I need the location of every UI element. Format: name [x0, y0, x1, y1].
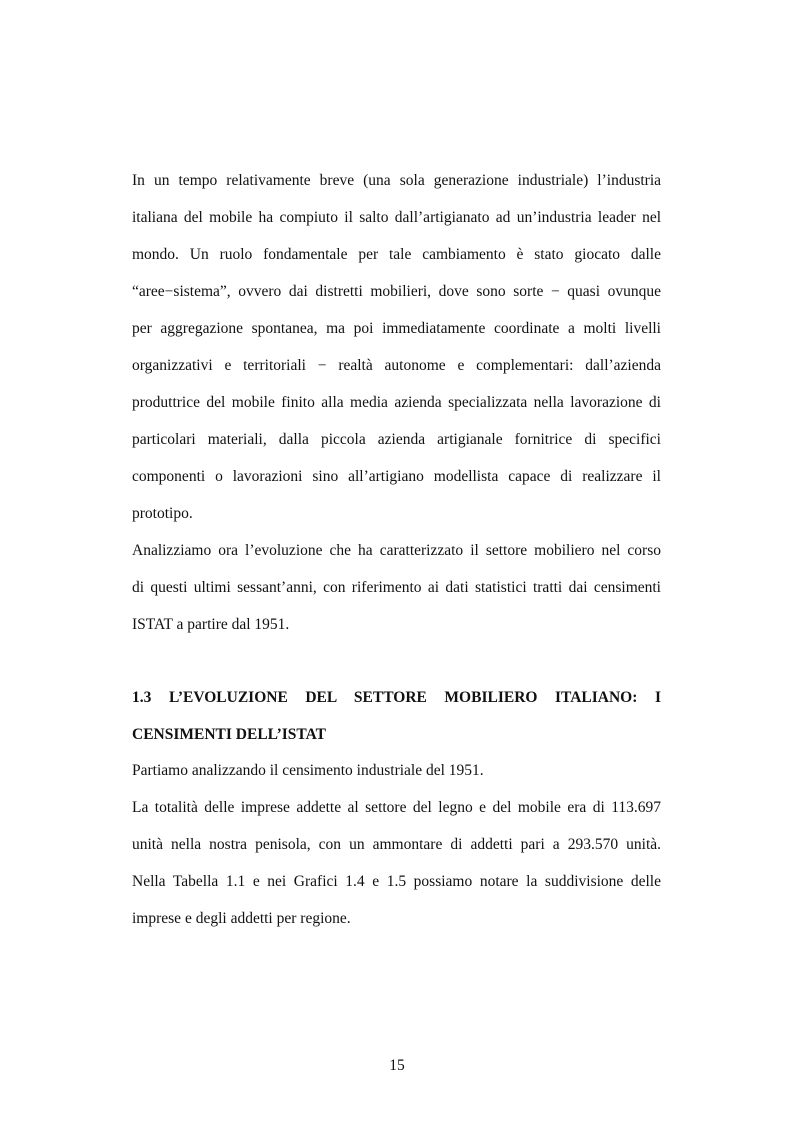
text-line: organizzativi e territoriali − realtà autonome e complementari: dall’azienda	[132, 357, 661, 374]
section-heading	[132, 679, 661, 753]
census-data-paragraph	[132, 789, 661, 937]
text-line: La totalità delle imprese addette al settore del legno e del mobile era di 113.697	[132, 799, 661, 816]
text-line: componenti o lavorazioni sino all’artigiano modellista capace di realizzare il	[132, 468, 661, 485]
text-line: Partiamo analizzando il censimento industriale del 1951.	[132, 762, 484, 779]
text-line: In un tempo relativamente breve (una sola generazione industriale) l’industria	[132, 172, 661, 189]
heading-line: 1.3 L’EVOLUZIONE DEL SETTORE MOBILIERO ITALIANO: I	[132, 689, 661, 706]
census-intro-paragraph	[132, 752, 661, 789]
text-line: particolari materiali, dalla piccola azienda artigianale fornitrice di specifici	[132, 431, 661, 448]
page-number: 15	[389, 1057, 405, 1074]
text-line: imprese e degli addetti per regione.	[132, 910, 351, 927]
text-line: prototipo.	[132, 505, 193, 522]
text-line: produttrice del mobile finito alla media azienda specializzata nella lavorazione di	[132, 394, 661, 411]
text-line: Nella Tabella 1.1 e nei Grafici 1.4 e 1.5 possiamo notare la suddivisione delle	[132, 873, 661, 890]
analysis-paragraph	[132, 532, 661, 643]
text-line: “aree−sistema”, ovvero dai distretti mobilieri, dove sono sorte − quasi ovunque	[132, 283, 661, 300]
text-line: ISTAT a partire dal 1951.	[132, 616, 290, 633]
text-line: per aggregazione spontanea, ma poi immediatamente coordinate a molti livelli	[132, 320, 661, 337]
text-line: italiana del mobile ha compiuto il salto dall’artigianato ad un’industria leader nel	[132, 209, 661, 226]
text-line: di questi ultimi sessant’anni, con riferimento ai dati statistici tratti dai censimenti	[132, 579, 661, 596]
intro-paragraph	[132, 162, 661, 532]
text-line: Analizziamo ora l’evoluzione che ha caratterizzato il settore mobiliero nel corso	[132, 542, 661, 559]
heading-line: CENSIMENTI DELL’ISTAT	[132, 726, 326, 743]
text-line: mondo. Un ruolo fondamentale per tale cambiamento è stato giocato dalle	[132, 246, 661, 263]
text-line: unità nella nostra penisola, con un ammontare di addetti pari a 293.570 unità.	[132, 836, 661, 853]
